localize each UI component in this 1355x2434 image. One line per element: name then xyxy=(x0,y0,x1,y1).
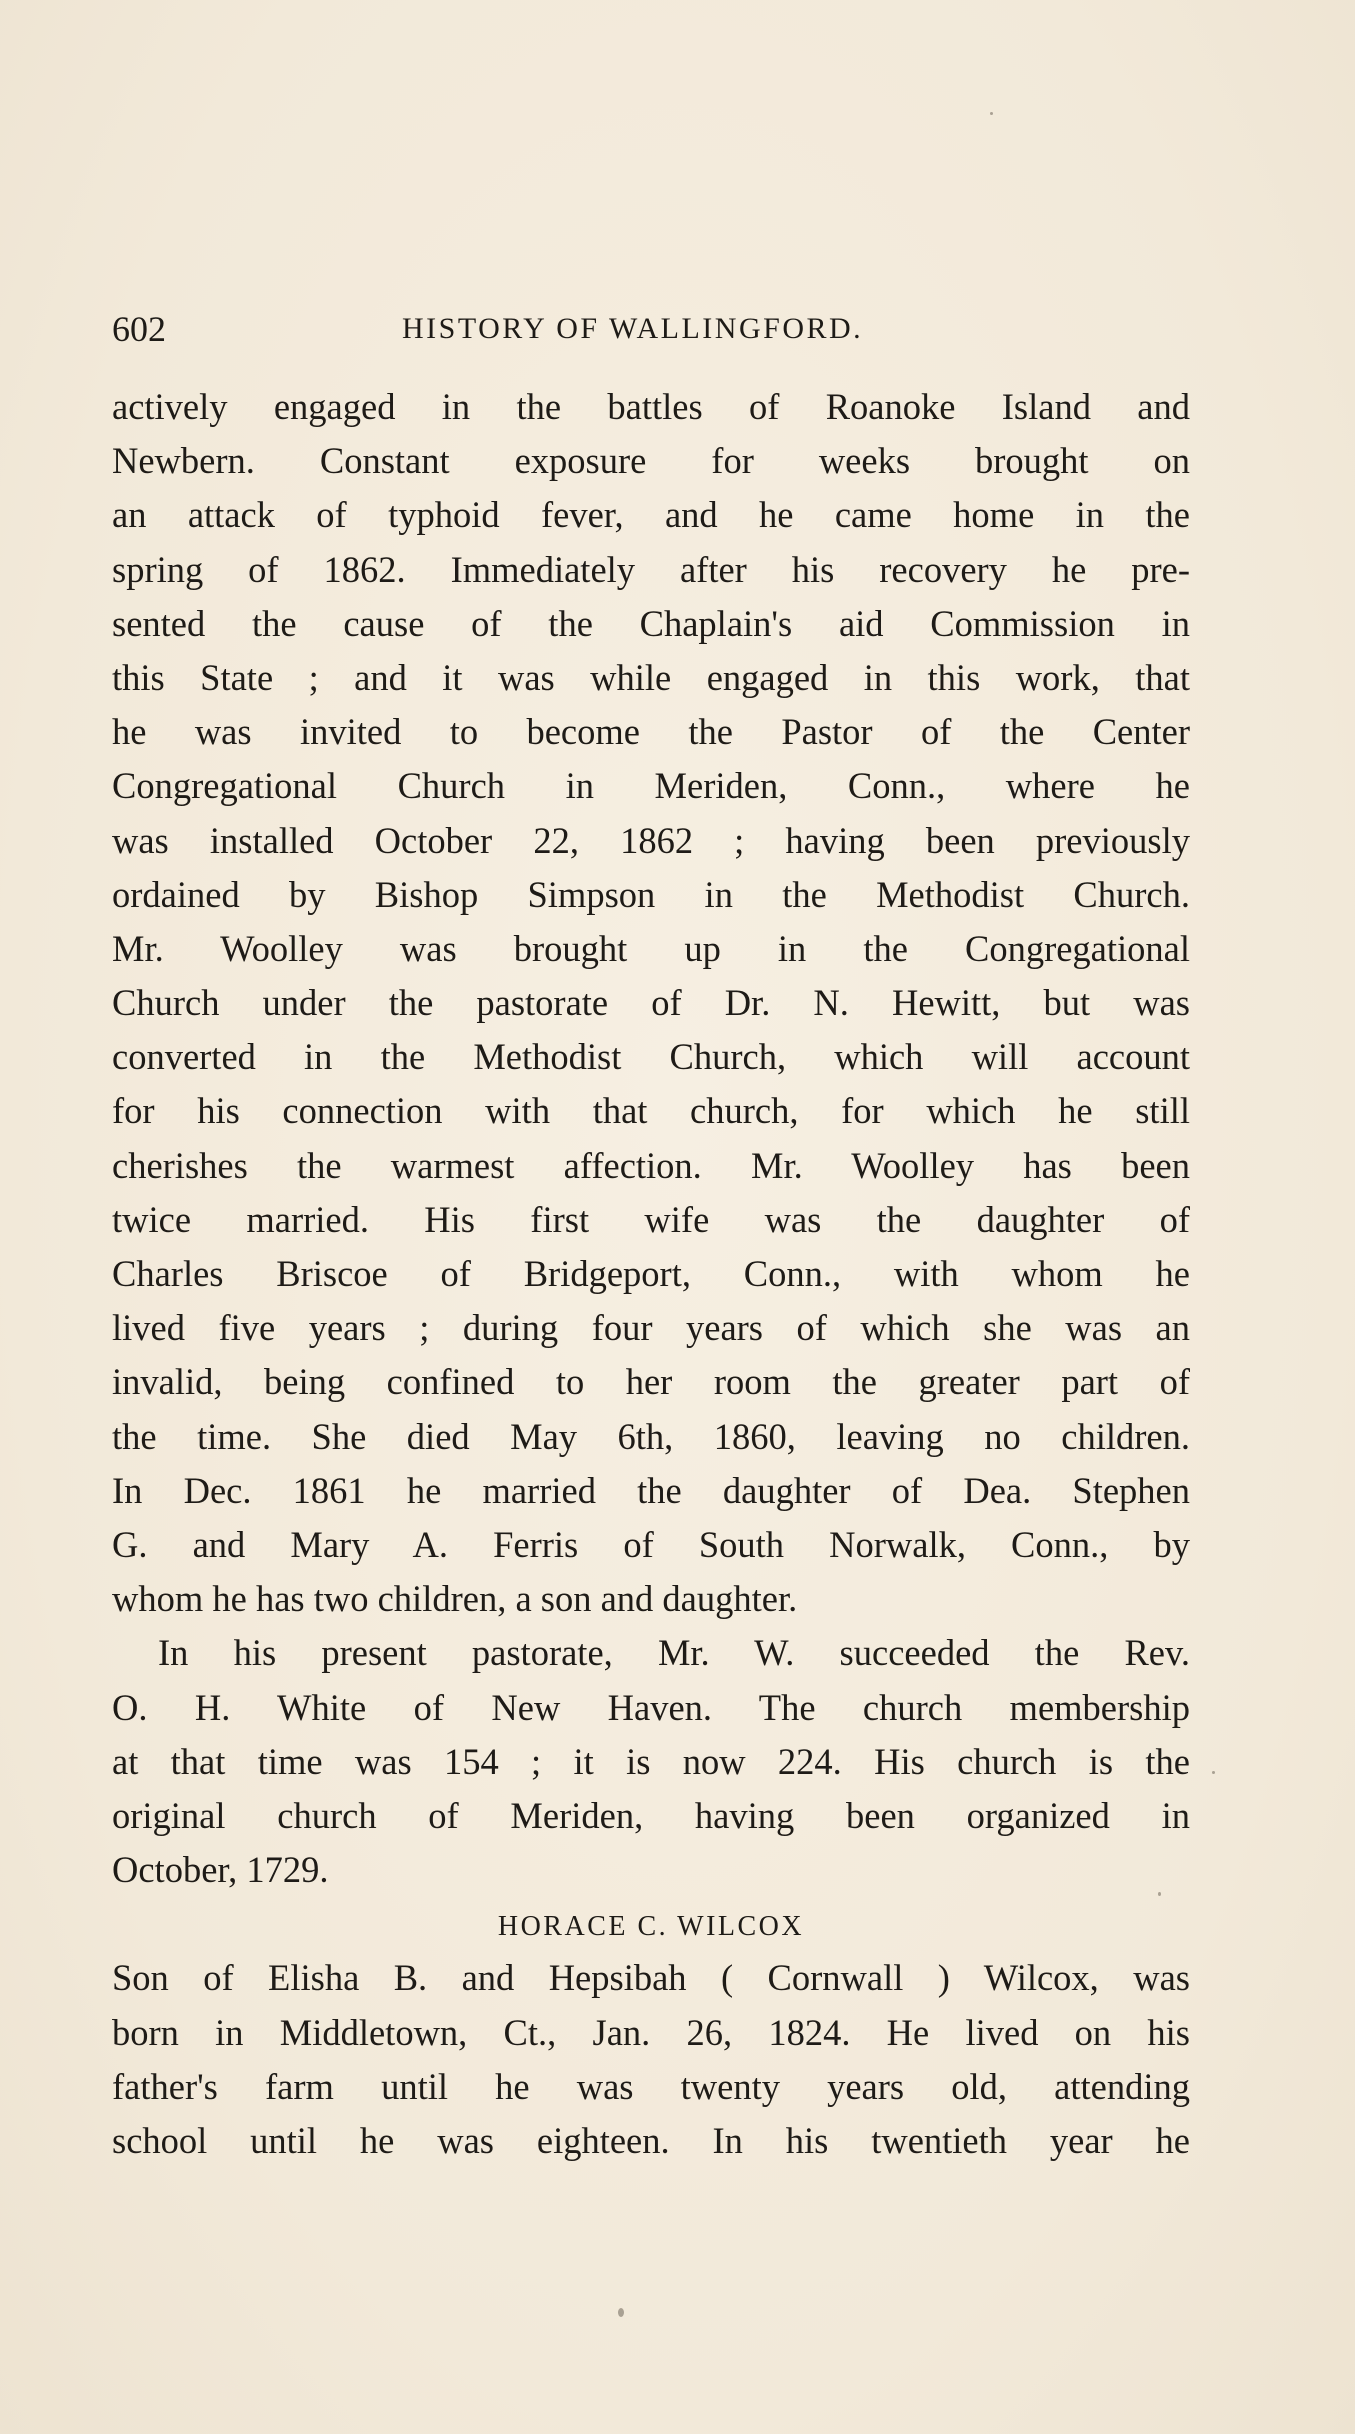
text-line: In his present pastorate, Mr. W. succeeded the Rev. xyxy=(158,1632,1190,1674)
paragraph-woolley-biography xyxy=(112,380,1190,1626)
text-line: for his connection with that church, for which he still xyxy=(112,1090,1190,1132)
text-line: original church of Meriden, having been organized in xyxy=(112,1794,1190,1836)
text-line: Charles Briscoe of Bridgeport, Conn., with whom he xyxy=(112,1253,1190,1294)
paper-speck xyxy=(1212,1771,1215,1774)
text-line: Church under the pastorate of Dr. N. Hewitt, but was xyxy=(112,982,1190,1024)
text-line: he was invited to become the Pastor of the Center xyxy=(112,711,1190,753)
text-line: Newbern. Constant exposure for weeks brought on xyxy=(112,440,1190,482)
text-line: school until he was eighteen. In his twentieth year he xyxy=(112,2120,1190,2161)
text-line: lived five years ; during four years of which she was an xyxy=(112,1307,1190,1349)
text-line: cherishes the warmest affection. Mr. Woolley has been xyxy=(112,1144,1190,1186)
page-number: 602 xyxy=(112,309,166,349)
paragraph-wilcox-biography xyxy=(112,1951,1190,2168)
text-line: was installed October 22, 1862 ; having been previously xyxy=(112,819,1190,861)
text-line: this State ; and it was while engaged in this work, that xyxy=(112,656,1190,698)
text-line: whom he has two children, a son and daughter. xyxy=(112,1578,798,1620)
paper-speck xyxy=(618,2308,624,2317)
paper-speck xyxy=(990,112,993,115)
running-head: HISTORY OF WALLINGFORD. xyxy=(402,312,864,345)
text-line: O. H. White of New Haven. The church membership xyxy=(112,1686,1190,1728)
body-text xyxy=(112,380,1190,2168)
text-line: an attack of typhoid fever, and he came home in the xyxy=(112,494,1190,536)
text-line: sented the cause of the Chaplain's aid Commission in xyxy=(112,602,1190,644)
section-heading: HORACE C. WILCOX xyxy=(497,1911,805,1943)
paragraph-pastorate xyxy=(112,1626,1190,1897)
text-line: In Dec. 1861 he married the daughter of Dea. Stephen xyxy=(112,1469,1190,1511)
text-line: father's farm until he was twenty years old, attending xyxy=(112,2065,1190,2107)
text-line: invalid, being confined to her room the greater part of xyxy=(112,1361,1190,1403)
text-line: ordained by Bishop Simpson in the Methodist Church. xyxy=(112,873,1190,915)
paper-speck xyxy=(1158,1892,1161,1896)
text-line: October, 1729. xyxy=(112,1849,329,1891)
text-line: actively engaged in the battles of Roanoke Island and xyxy=(112,386,1190,427)
text-line: G. and Mary A. Ferris of South Norwalk, Conn., by xyxy=(112,1523,1190,1565)
text-line: Son of Elisha B. and Hepsibah ( Cornwall ) Wilcox, was xyxy=(112,1957,1190,1999)
text-line: Mr. Woolley was brought up in the Congregational xyxy=(112,927,1190,969)
text-line: spring of 1862. Immediately after his recovery he pre- xyxy=(112,548,1190,590)
text-line: the time. She died May 6th, 1860, leaving no children. xyxy=(112,1415,1190,1457)
text-line: born in Middletown, Ct., Jan. 26, 1824. He lived on his xyxy=(112,2011,1190,2053)
text-line: at that time was 154 ; it is now 224. His church is the xyxy=(112,1740,1190,1782)
text-line: converted in the Methodist Church, which will account xyxy=(112,1036,1190,1078)
text-line: twice married. His first wife was the daughter of xyxy=(112,1198,1190,1240)
text-line: Congregational Church in Meriden, Conn., where he xyxy=(112,765,1190,807)
page-header xyxy=(112,298,1202,358)
